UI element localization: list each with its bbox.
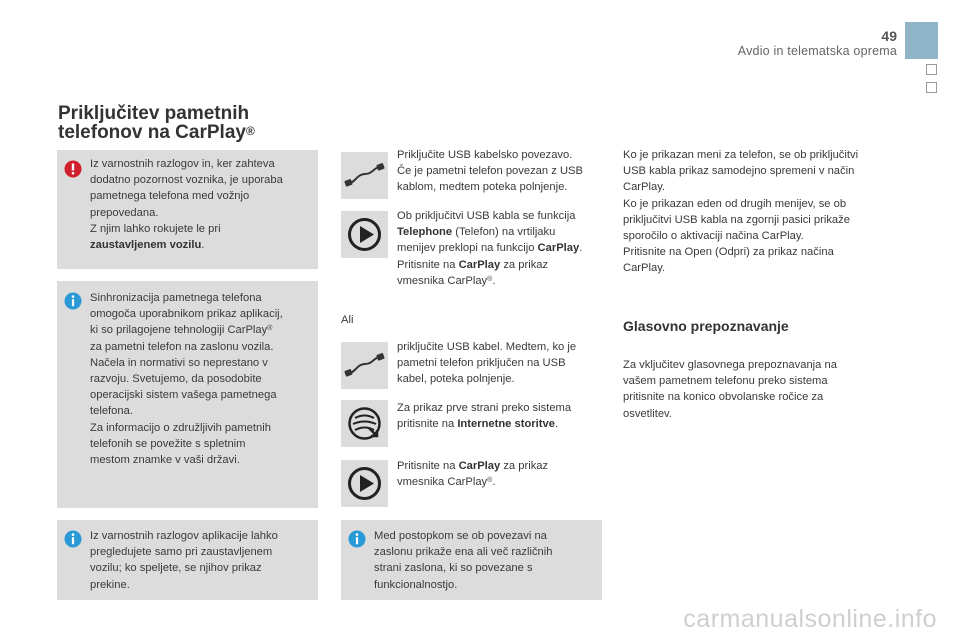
info-text-safety: Iz varnostnih razlogov aplikacije lahko pregledujete samo pri zaustavljenem vozilu; ko speljete, se njihov prikaz prekine. (90, 530, 278, 591)
watermark: carmanualsonline.info (683, 605, 937, 633)
play-icon (341, 211, 388, 258)
connected-services-icon (341, 400, 388, 447)
warning-text: Iz varnostnih razlogov in, ker zahteva dodatno pozornost voznika, je uporaba pametnega telefona med vožnjo prepovedana. Z njim lahko rokujete le pri zaustavljenem vozilu. (90, 158, 283, 252)
chapter-tab-box (926, 82, 937, 93)
section-title: Avdio in telematska oprema (737, 44, 897, 58)
warning-icon (63, 160, 83, 178)
chapter-tab (905, 22, 938, 59)
info-icon (64, 530, 82, 548)
page-number: 49 (881, 28, 897, 44)
step-telephone-carplay: Ob priključitvi USB kabla se funkcija Telephone (Telefon) na vrtiljaku menijev preklopi na funkcijo CarPlay. Pritisnite na CarPlay za prikaz vmesnika CarPlay®. (397, 210, 583, 287)
carplay-menu-text: Ko je prikazan meni za telefon, se ob priključitvi USB kabla prikaz samodejno spremeni v način CarPlay. Ko je prikazan eden od drugih menijev, se ob priključitvi USB kabla na zgornji pasici prikaže sporočilo o aktivaciji načina CarPlay. Pritisnite na Open (Odpri) za prikaz načina CarPlay. (623, 149, 859, 275)
info-text-screens: Med postopkom se ob povezavi na zaslonu prikaže ena ali več različnih strani zaslona, ki so povezane s funkcionalnostjo. (374, 530, 553, 591)
step-usb-connect: Priključite USB kabelsko povezavo. Če je pametni telefon povezan z USB kablom, medtem poteka polnjenje. (397, 149, 583, 194)
step-internet-services: Za prikaz prve strani preko sistema pritisnite na Internetne storitve. (397, 402, 572, 431)
play-icon (341, 460, 388, 507)
info-text-sync: Sinhronizacija pametnega telefona omogoča uporabnikom prikaz aplikacij, ki so prilagojene tehnologiji CarPlay® za pametni telefon na zaslonu vozila. Načela in normativi so neprestano v razvoju. Svetujemo, da posodobite operacijski sistem vašega pametnega telefona. Za informacijo o združljivih pametnih telefonih se povežite s spletnim mestom znamke v vaši državi. (90, 292, 283, 467)
usb-cable-icon (341, 152, 388, 199)
voice-recognition-heading: Glasovno prepoznavanje (623, 318, 789, 334)
or-label: Ali (341, 314, 354, 326)
step-press-carplay: Pritisnite na CarPlay za prikaz vmesnika CarPlay®. (397, 460, 549, 489)
step-usb-charging: priključite USB kabel. Medtem, ko je pametni telefon priključen na USB kabel, poteka polnjenje. (397, 341, 577, 386)
voice-recognition-text: Za vključitev glasovnega prepoznavanja na vašem pametnem telefonu preko sistema pritisnite na konico obvolanske ročice za osvetlitev. (623, 359, 837, 420)
info-icon (348, 530, 366, 548)
chapter-tab-box (926, 64, 937, 75)
page-title: Priključitev pametnih telefonov na CarPlay® (58, 103, 255, 143)
usb-cable-icon (341, 342, 388, 389)
info-icon (64, 292, 82, 310)
